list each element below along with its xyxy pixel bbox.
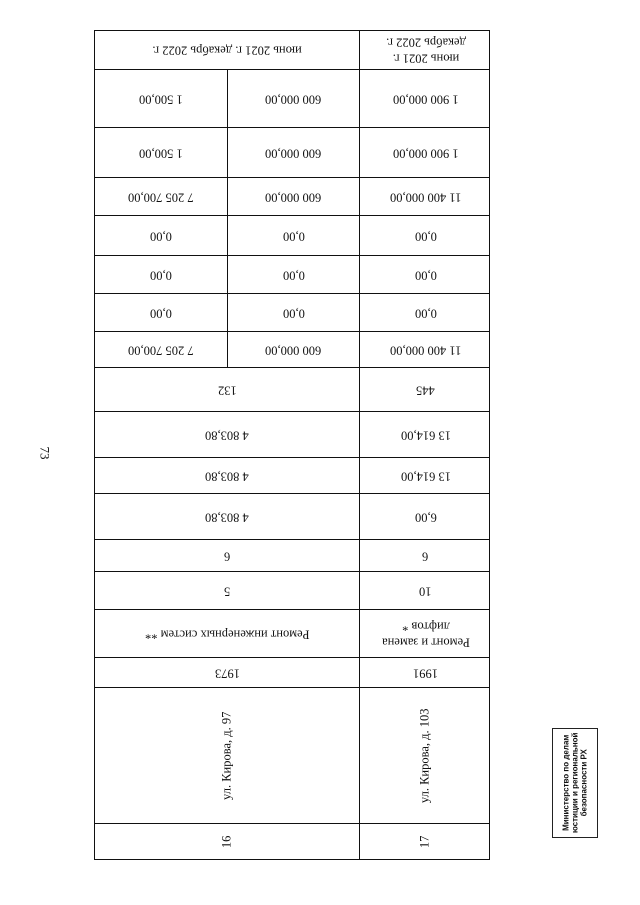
table-row: 16 17	[95, 823, 489, 859]
table-row: 1 500,00 600 000,00 1 900 000,00	[95, 69, 489, 127]
table-row: ул. Кирова, д. 97 ул. Кирова, д. 103	[95, 687, 489, 823]
table-row: 4 803,80 6,00	[95, 493, 489, 539]
table-row: 0,00 0,00 0,00	[95, 255, 489, 293]
header-cell-right: июнь 2021 г. декабрь 2022 г.	[359, 31, 491, 69]
table-row: 0,00 0,00 0,00	[95, 293, 489, 331]
data-table	[94, 30, 490, 860]
table-row: 1973 1991	[95, 657, 489, 687]
table-row: 7 205 700,00 600 000,00 11 400 000,00	[95, 331, 489, 367]
table-row: 0,00 0,00 0,00	[95, 215, 489, 255]
header-cell-left: июнь 2021 г. декабрь 2022 г.	[152, 43, 302, 58]
table-row: Ремонт инженерных систем ** Ремонт и замена лифтов *	[95, 609, 489, 657]
table-row: 1 500,00 600 000,00 1 900 000,00	[95, 127, 489, 177]
table-row: 6 6	[95, 539, 489, 571]
table-row: 5 10	[95, 571, 489, 609]
table-row: 4 803,80 13 614,00	[95, 457, 489, 493]
page-number: 73	[37, 446, 53, 460]
table-row: 4 803,80 13 614,00	[95, 411, 489, 457]
table-row: 132 445	[95, 367, 489, 411]
table-header-row	[95, 31, 489, 69]
stamp: Министерство по делам юстиции и региональной безопасности РХ	[552, 728, 598, 838]
table-row: 7 205 700,00 600 000,00 11 400 000,00	[95, 177, 489, 215]
